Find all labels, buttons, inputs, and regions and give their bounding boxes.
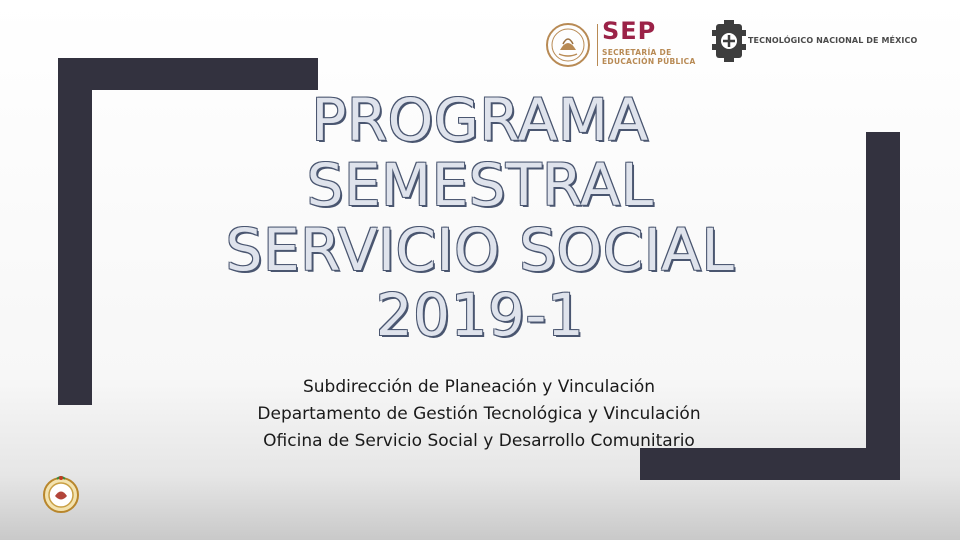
presentation-subtitles: [0, 374, 958, 455]
sep-logo-divider: [597, 24, 598, 66]
title-line-1: PROGRAMA: [311, 86, 649, 154]
tecnm-gear-icon: [712, 20, 746, 62]
sep-logo: [545, 18, 695, 70]
title-line-2: SEMESTRAL: [306, 151, 654, 219]
frame-bracket-top-left-horizontal: [58, 58, 318, 90]
subtitle-line-3: Oficina de Servicio Social y Desarrollo Comunitario: [263, 431, 695, 451]
institute-emblem-icon: [42, 474, 80, 514]
title-line-3: SERVICIO SOCIAL: [225, 216, 735, 284]
title-line-4: 2019-1: [375, 281, 585, 349]
sep-logo-subtitle-line1: SECRETARÍA DE: [602, 48, 672, 57]
sep-logo-subtitle: [602, 48, 696, 66]
subtitle-line-1: Subdirección de Planeación y Vinculación: [302, 377, 655, 397]
sep-logo-word: SEP: [602, 17, 657, 45]
tecnm-logo: [712, 20, 918, 64]
mexico-coat-of-arms-icon: [545, 22, 591, 68]
tecnm-logo-text: TECNOLÓGICO NACIONAL DE MÉXICO: [748, 36, 918, 45]
subtitle-line-2: Departamento de Gestión Tecnológica y Vinculación: [257, 404, 701, 424]
sep-logo-subtitle-line2: EDUCACIÓN PÚBLICA: [602, 57, 696, 66]
presentation-title: [0, 88, 960, 348]
